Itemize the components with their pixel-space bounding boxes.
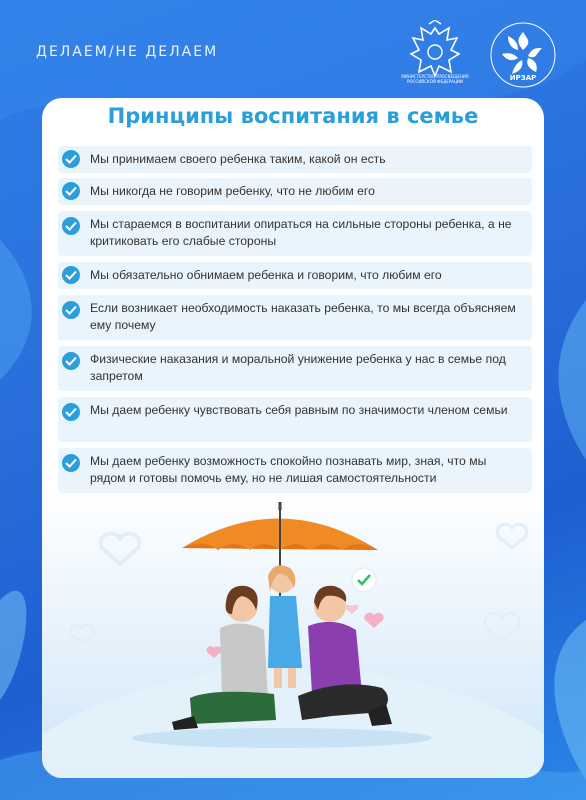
check-icon <box>62 301 80 319</box>
item-text: Мы даем ребенку возможность спокойно познавать мир, зная, что мы рядом и готовы помочь ему, но не лишая самостоятельности <box>90 454 487 485</box>
item-text: Если возникает необходимость наказать ребенка, то мы всегда объясняем ему почему <box>90 301 516 332</box>
page-title: Принципы воспитания в семье <box>107 104 479 128</box>
irzar-logo-icon <box>488 20 558 90</box>
list-item <box>58 262 532 289</box>
family-under-umbrella-illustration <box>42 498 544 778</box>
check-icon <box>62 352 80 370</box>
list-item <box>58 346 532 391</box>
item-text: Мы стараемся в воспитании опираться на сильные стороны ребенка, а не критиковать его слабые стороны <box>90 217 512 248</box>
check-icon <box>62 403 80 421</box>
item-text: Мы даем ребенку чувствовать себя равным по значимости членом семьи <box>90 403 508 417</box>
list-item <box>58 295 532 340</box>
list-item <box>58 146 532 173</box>
ministry-text: МИНИСТЕРСТВО ПРОСВЕЩЕНИЯ РОССИЙСКОЙ ФЕДЕРАЦИИ <box>401 74 469 84</box>
check-icon <box>62 182 80 200</box>
item-text: Физические наказания и моральной унижение ребенка у нас в семье под запретом <box>90 352 506 383</box>
item-text: Мы никогда не говорим ребенку, что не любим его <box>90 184 375 198</box>
list-item <box>58 178 532 205</box>
institute-name: ИРЗАР <box>509 74 537 82</box>
list-item <box>58 448 532 493</box>
check-icon <box>62 150 80 168</box>
header-tag: ДЕЛАЕМ/НЕ ДЕЛАЕМ <box>36 44 219 60</box>
check-icon <box>62 266 80 284</box>
check-icon <box>62 454 80 472</box>
item-text: Мы обязательно обнимаем ребенка и говорим, что любим его <box>90 268 442 282</box>
list-item <box>58 397 532 442</box>
item-text: Мы принимаем своего ребенка таким, какой он есть <box>90 152 386 166</box>
list-item <box>58 211 532 256</box>
principles-card <box>42 98 544 778</box>
check-icon <box>62 217 80 235</box>
